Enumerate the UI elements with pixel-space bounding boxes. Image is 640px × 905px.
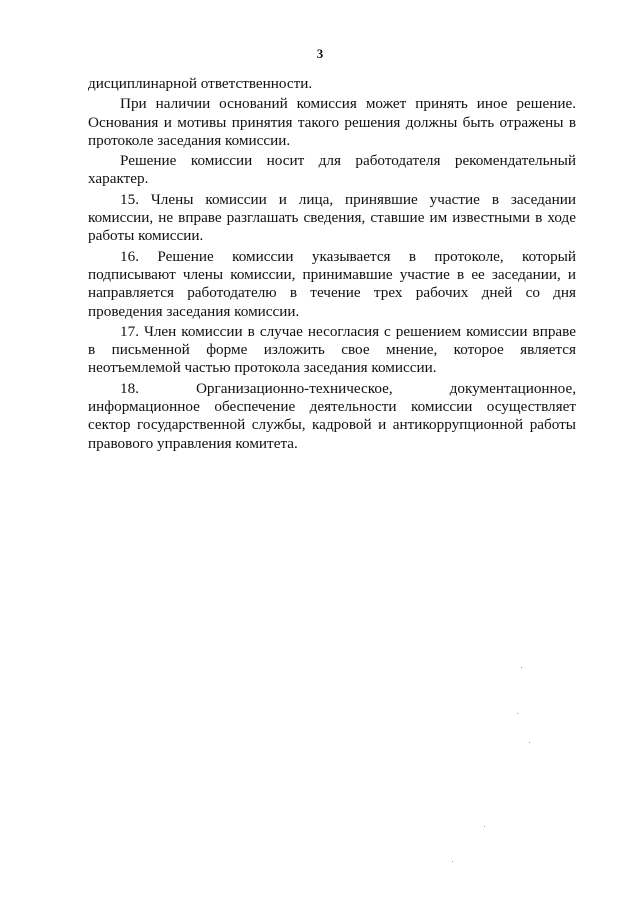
paragraph-recommendation: Решение комиссии носит для работодателя рекомендательный характер. xyxy=(88,152,576,188)
scan-speck xyxy=(484,826,485,827)
scan-speck xyxy=(529,742,530,743)
page-number: 3 xyxy=(316,46,324,61)
paragraph-item-16: 16. Решение комиссии указывается в протоколе, который подписывают члены комиссии, принимавшие участие в ее заседании, и направляется работодателю в течение трех рабочих дней со дня проведения заседания комиссии. xyxy=(88,247,576,320)
paragraph-alternative-decision: При наличии оснований комиссия может принять иное решение. Основания и мотивы принятия такого решения должны быть отражены в протоколе заседания комиссии. xyxy=(88,95,576,149)
scan-speck xyxy=(521,667,522,668)
document-body xyxy=(88,75,576,455)
paragraph-continuation: дисциплинарной ответственности. xyxy=(88,75,313,92)
scan-speck xyxy=(452,861,453,862)
paragraph-item-15: 15. Члены комиссии и лица, принявшие участие в заседании комиссии, не вправе разглашать сведения, ставшие им известными в ходе работы комиссии. xyxy=(88,190,576,245)
paragraph-item-17: 17. Член комиссии в случае несогласия с решением комиссии вправе в письменной форме изложить свое мнение, которое является неотъемлемой частью протокола заседания комиссии. xyxy=(88,322,576,377)
scan-speck xyxy=(517,713,518,714)
paragraph-item-18: 18. Организационно-техническое, документационное, информационное обеспечение деятельности комиссии осуществляет сектор государственной службы, кадровой и антикоррупционной работы правового управления комитета. xyxy=(88,379,576,452)
